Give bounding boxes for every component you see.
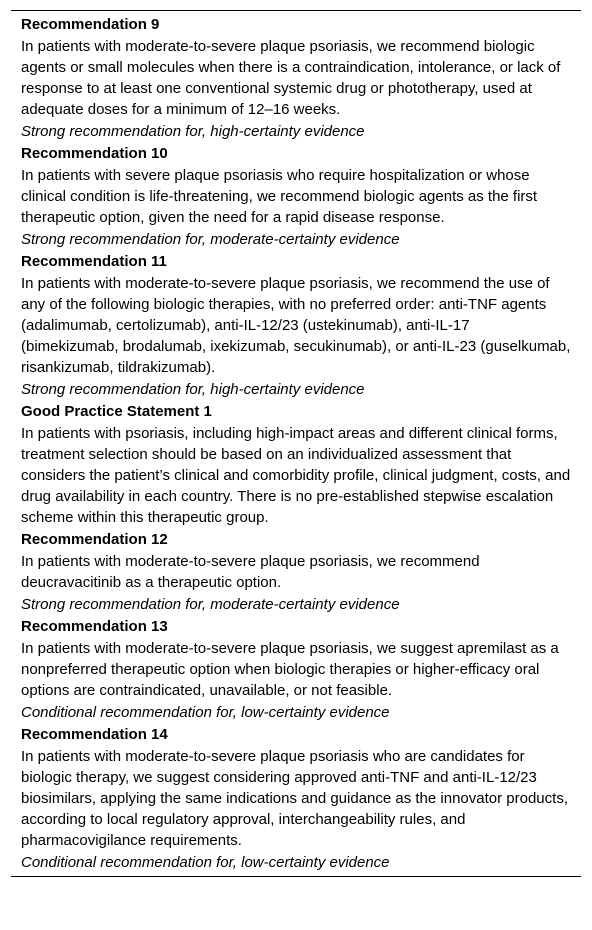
entry-text: In patients with psoriasis, including high-impact areas and different clinical forms, treatment selection should be based on an individualized assessment that considers the patient’s clinical and comorbidity profile, clinical judgment, costs, and drug availability in each country. There is no pre-established stepwise escalation scheme within this therapeutic group. bbox=[21, 425, 571, 526]
entry-heading: Recommendation 14 bbox=[21, 726, 168, 743]
entry-text: In patients with moderate-to-severe plaque psoriasis, we recommend deucravacitinib as a therapeutic option. bbox=[21, 553, 480, 591]
recommendation-12 bbox=[11, 529, 581, 615]
entry-strength: Strong recommendation for, moderate-certainty evidence bbox=[21, 596, 400, 613]
entry-heading: Recommendation 12 bbox=[21, 531, 168, 548]
entry-strength: Strong recommendation for, high-certainty evidence bbox=[21, 123, 365, 140]
recommendation-14 bbox=[11, 724, 581, 873]
recommendation-11 bbox=[11, 251, 581, 400]
entry-heading: Good Practice Statement 1 bbox=[21, 403, 212, 420]
recommendations-table bbox=[11, 10, 581, 877]
entry-heading: Recommendation 11 bbox=[21, 253, 167, 270]
entry-strength: Conditional recommendation for, low-certainty evidence bbox=[21, 854, 390, 871]
entry-heading: Recommendation 10 bbox=[21, 145, 168, 162]
entry-strength: Strong recommendation for, high-certainty evidence bbox=[21, 381, 365, 398]
entry-text: In patients with moderate-to-severe plaque psoriasis, we recommend the use of any of the following biologic therapies, with no preferred order: anti-TNF agents (adalimumab, certolizumab), anti-IL-12/23 (ustekinumab), anti-IL-17 (bimekizumab, brodalumab, ixekizumab, secukinumab), or anti-IL-23 (guselkumab, risankizumab, tildrakizumab). bbox=[21, 275, 571, 376]
entry-strength: Strong recommendation for, moderate-certainty evidence bbox=[21, 231, 400, 248]
entry-heading: Recommendation 13 bbox=[21, 618, 168, 635]
entry-strength: Conditional recommendation for, low-certainty evidence bbox=[21, 704, 390, 721]
entry-text: In patients with moderate-to-severe plaque psoriasis who are candidates for biologic therapy, we suggest considering approved anti-TNF and anti-IL-12/23 biosimilars, applying the same indications and guidance as the innovator products, according to local regulatory approval, interchangeability rules, and pharmacovigilance requirements. bbox=[21, 748, 568, 849]
recommendation-13 bbox=[11, 616, 581, 723]
recommendation-10 bbox=[11, 143, 581, 250]
good-practice-statement-1 bbox=[11, 401, 581, 528]
entry-heading: Recommendation 9 bbox=[21, 16, 160, 33]
entry-text: In patients with moderate-to-severe plaque psoriasis, we recommend biologic agents or small molecules when there is a contraindication, intolerance, or lack of response to at least one conventional systemic drug or phototherapy, used at adequate doses for a minimum of 12–16 weeks. bbox=[21, 38, 561, 118]
entry-text: In patients with moderate-to-severe plaque psoriasis, we suggest apremilast as a nonpreferred therapeutic option when biologic therapies or higher-efficacy oral options are contraindicated, unavailable, or not feasible. bbox=[21, 640, 559, 699]
recommendation-9 bbox=[11, 14, 581, 142]
entry-text: In patients with severe plaque psoriasis who require hospitalization or whose clinical condition is life-threatening, we recommend biologic agents as the first therapeutic option, given the need for a rapid disease response. bbox=[21, 167, 538, 226]
